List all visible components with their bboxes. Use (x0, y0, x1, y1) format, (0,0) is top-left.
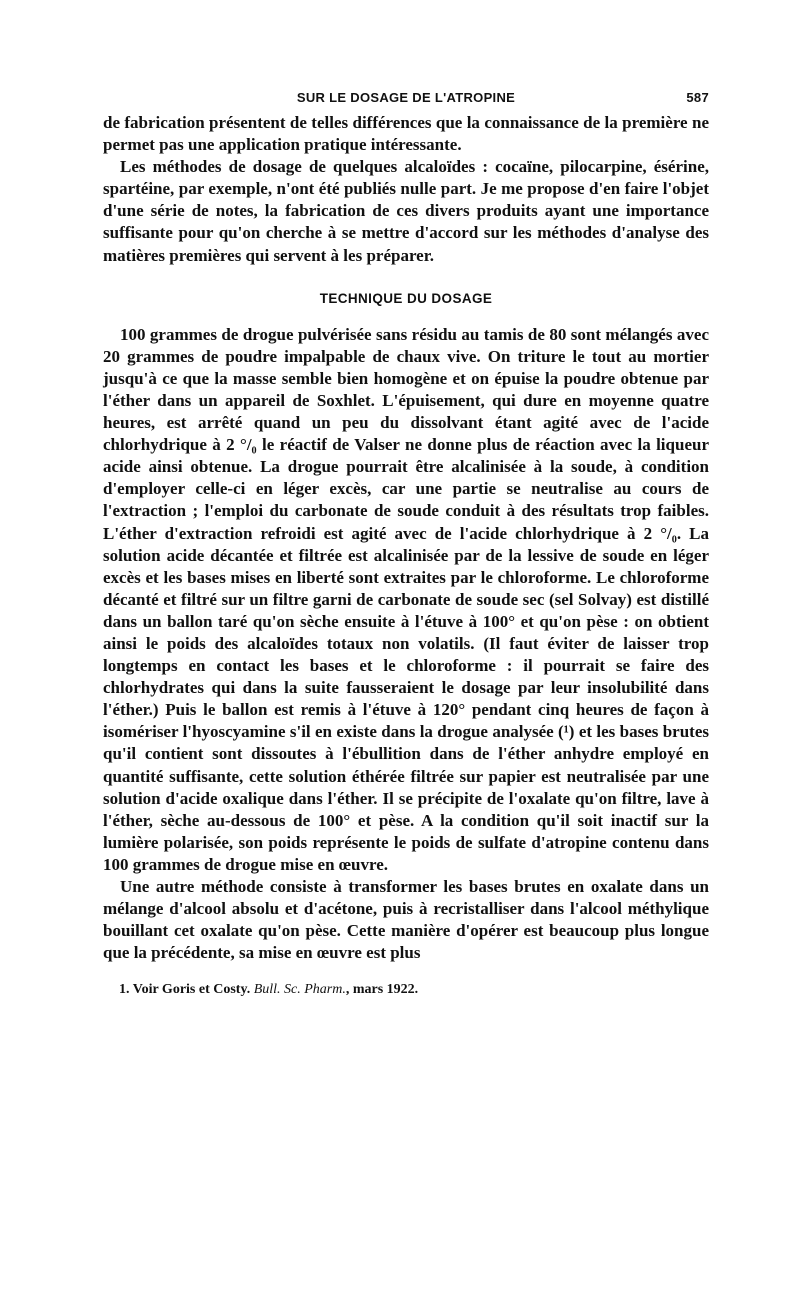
document-page (103, 88, 709, 998)
footnote-journal: Bull. Sc. Pharm. (253, 982, 346, 998)
paragraph-methods: Les méthodes de dosage de quelques alcaloïdes : cocaïne, pilocarpine, ésérine, spartéine, par exemple, n'ont été publiés nulle part. Je me propose d'en faire l'objet d'une série de notes, la fabrication de ces divers produits ayant une importance suffisante pour qu'on cherche à se mettre d'accord sur les méthodes d'analyse des matières premières qui servent à les préparer. (103, 157, 709, 265)
footnote-text-after: , mars 1922. (345, 982, 419, 998)
body-text (103, 112, 709, 964)
section-heading: TECHNIQUE DU DOSAGE (319, 290, 493, 306)
paragraph-technique: 100 grammes de drogue pulvérisée sans résidu au tamis de 80 sont mélangés avec 20 grammes de poudre impalpable de chaux vive. On triture le tout au mortier jusqu'à ce que la masse semble bien homogène et on épuise la poudre obtenue par l'éther dans un appareil de Soxhlet. L'épuisement, qui dure en moyenne quatre heures, est arrêté quand un peu du dissolvant étant agité avec de l'acide chlorhydrique à 2 °/₀ le réactif de Valser ne donne plus de réaction avec la liqueur acide ainsi obtenue. La drogue pourrait être alcalinisée à la soude, à condition d'employer celle-ci en léger excès, car une partie se neutralise au cours de l'extraction ; l'emploi du carbonate de soude conduit à des résultats trop faibles. L'éther d'extraction refroidi est agité avec de l'acide chlorhydrique à 2 °/₀. La solution acide décantée et filtrée est alcalinisée par de la lessive de soude en léger excès et les bases mises en liberté sont extraites par le chloroforme. Le chloroforme décanté et filtré sur un filtre garni de carbonate de soude sec (sel Solvay) est distillé dans un ballon taré qu'on sèche ensuite à l'étuve à 100° et qu'on pèse : on obtient ainsi le poids des alcaloïdes totaux non volatils. (Il faut éviter de laisser trop longtemps en contact les bases et le chloroforme : il pourrait se faire des chlorhydrates qui dans la suite fausseraient le dosage par leur insolubilité dans l'éther.) Puis le ballon est remis à l'étuve à 120° pendant cinq heures de façon à isomériser l'hyoscyamine s'il en existe dans la drogue analysée (¹) et les bases brutes qu'il contient sont dissoutes à l'ébullition dans de l'éther anhydre employé en quantité suffisante, cette solution éthérée filtrée sur papier est neutralisée par une solution d'acide oxalique dans l'éther. Il se précipite de l'oxalate qu'on filtre, lave à l'éther, sèche au-dessous de 100° et pèse. A la condition qu'il soit inactif sur la lumière polarisée, son poids représente le poids de sulfate d'atropine contenu dans 100 grammes de drogue mise en œuvre. (103, 324, 709, 874)
paragraph-alternative-method: Une autre méthode consiste à transformer les bases brutes en oxalate dans un mélange d'alcool absolu et d'acétone, puis à recristalliser dans l'alcool méthylique bouillant cet oxalate qu'on pèse. Cette manière d'opérer est beaucoup plus longue que la précédente, sa mise en œuvre est plus (103, 877, 709, 963)
paragraph-continuation: de fabrication présentent de telles différences que la connaissance de la première ne permet pas une application pratique intéressante. (103, 113, 709, 155)
page-number: 587 (686, 90, 709, 105)
running-title: SUR LE DOSAGE DE L'ATROPINE (296, 90, 516, 105)
footnote-number: 1. (119, 982, 130, 998)
footnote (103, 982, 709, 998)
footnote-text-before: Voir Goris et Costy. (132, 982, 251, 998)
running-header (103, 88, 709, 112)
